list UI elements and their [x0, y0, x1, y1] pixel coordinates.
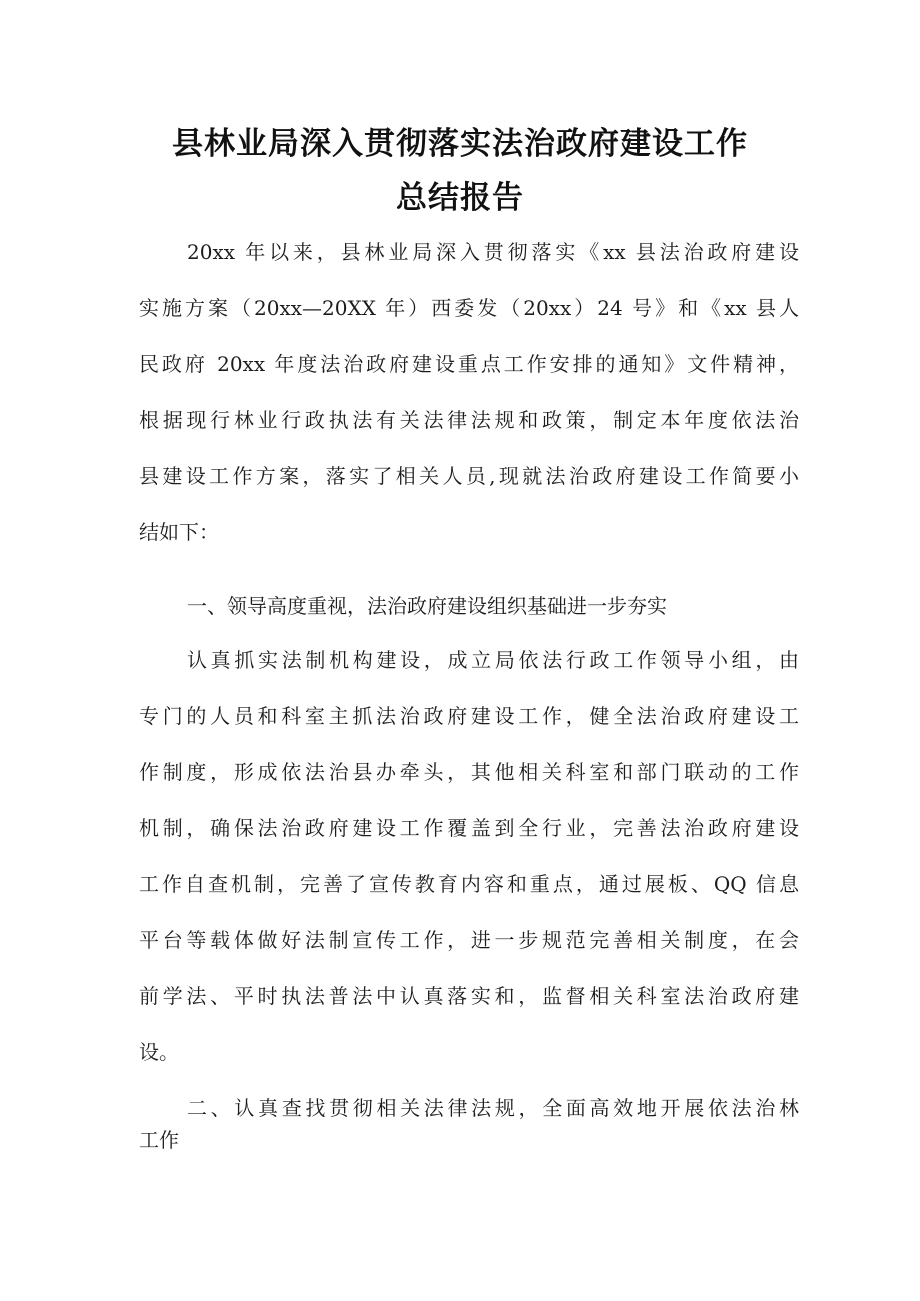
section-heading-2-line: 二、认真查找贯彻相关法律法规，全面高效地开展依法治林 — [187, 1096, 799, 1120]
paragraph-2-line: 作制度，形成依法治县办牵头，其他相关科室和部门联动的工作 — [139, 760, 799, 784]
paragraph-2-line: 工作自查机制，完善了宣传教育内容和重点，通过展板、QQ 信息 — [139, 872, 799, 896]
paragraph-1-line: 20xx 年以来，县林业局深入贯彻落实《xx 县法治政府建设 — [187, 240, 799, 264]
section-heading-2-line: 工作 — [139, 1128, 179, 1152]
document-title-line-1: 县林业局深入贯彻落实法治政府建设工作 — [172, 126, 748, 162]
paragraph-2-line: 平台等载体做好法制宣传工作，进一步规范完善相关制度，在会 — [139, 928, 799, 952]
paragraph-2-line: 机制，确保法治政府建设工作覆盖到全行业，完善法治政府建设 — [139, 816, 799, 840]
paragraph-1-line: 根据现行林业行政执法有关法律法规和政策，制定本年度依法治 — [139, 408, 799, 432]
section-heading-1: 一、领导高度重视，法治政府建设组织基础进一步夯实 — [187, 594, 667, 618]
paragraph-1-line: 县建设工作方案，落实了相关人员,现就法治政府建设工作简要小 — [139, 464, 799, 488]
paragraph-1-line: 结如下： — [139, 520, 219, 544]
paragraph-2-line: 认真抓实法制机构建设，成立局依法行政工作领导小组，由 — [187, 648, 799, 672]
paragraph-2-line: 设。 — [139, 1040, 179, 1064]
paragraph-2-line: 专门的人员和科室主抓法治政府建设工作，健全法治政府建设工 — [139, 704, 799, 728]
document-title-line-2: 总结报告 — [396, 180, 524, 216]
paragraph-2-line: 前学法、平时执法普法中认真落实和，监督相关科室法治政府建 — [139, 984, 799, 1008]
paragraph-1-line: 民政府 20xx 年度法治政府建设重点工作安排的通知》文件精神， — [139, 352, 799, 376]
paragraph-1-line: 实施方案（20xx—20XX 年）西委发（20xx）24 号》和《xx 县人 — [139, 296, 799, 320]
